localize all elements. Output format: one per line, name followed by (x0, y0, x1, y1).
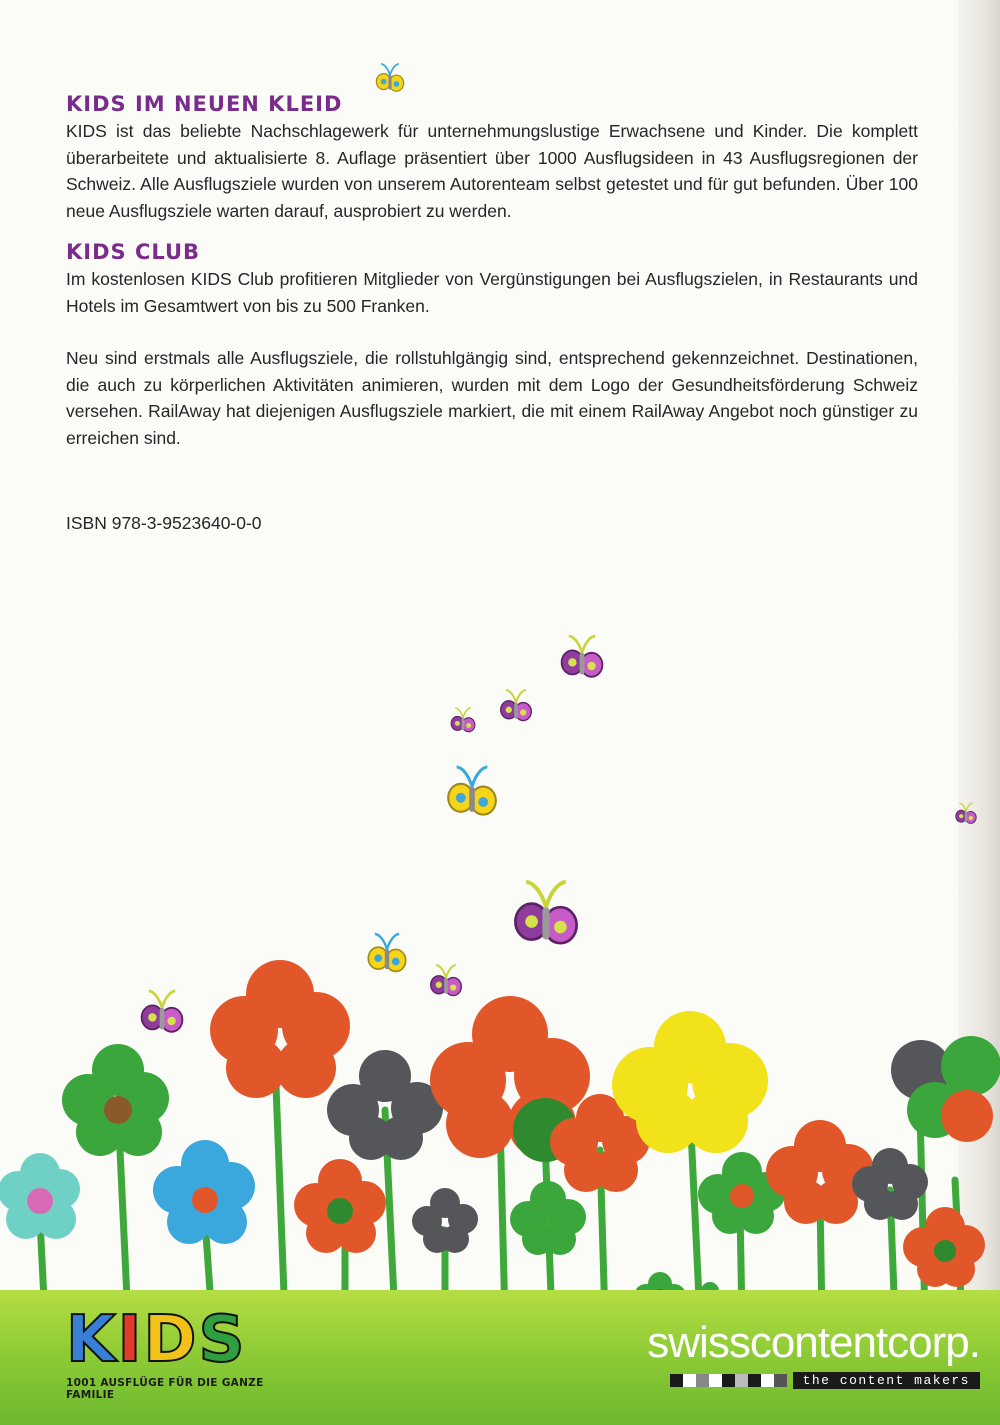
accessibility-note: Neu sind erstmals alle Ausflugsziele, die rollstuhlgängig sind, entsprechend gekennzeichnet. Destinationen, die auch zu körperlichen Aktivitäten animieren, wurden mit dem Logo der Gesundheitsförderung Schweiz versehen. RailAway hat diejenigen Ausflugsziele markiert, die mit einem RailAway Angebot noch günstiger zu erreichen sind. (66, 348, 918, 448)
isbn: ISBN 978-3-9523640-0-0 (66, 513, 262, 533)
butterfly-icon (501, 690, 532, 721)
publisher-tagline: the content makers (793, 1372, 980, 1389)
section-body-kids-club: Im kostenlosen KIDS Club profitieren Mitglieder von Vergünstigungen bei Ausflugszielen, in Restaurants und Hotels im Gesamtwert von bis zu 500 Franken. (66, 269, 918, 316)
flower-icon (294, 1159, 386, 1253)
flower-icon (153, 1140, 255, 1244)
publisher-name-part: corp (887, 1318, 969, 1367)
butterfly-icon (956, 803, 976, 823)
butterfly-icon (451, 708, 475, 732)
publisher-name-dot: . (968, 1318, 980, 1367)
flower-icon (903, 1207, 985, 1287)
flower-icon (891, 1036, 1000, 1142)
publisher-squares (670, 1374, 787, 1387)
butterfly-icon (142, 991, 183, 1032)
publisher-logo (640, 1318, 980, 1413)
section-heading-kids-club: KIDS CLUB (66, 240, 201, 264)
kids-logo-letter: I (117, 1303, 142, 1377)
publisher-name (640, 1318, 980, 1368)
flower-icon (327, 1050, 443, 1160)
butterfly-icon (562, 636, 603, 677)
butterfly-icon (431, 965, 462, 996)
kids-logo-tagline: 1001 AUSFLÜGE FÜR DIE GANZE FAMILIE (66, 1377, 264, 1401)
flower-icon (0, 1153, 80, 1239)
section-heading-new-edition: KIDS IM NEUEN KLEID (66, 92, 343, 116)
kids-logo-letter: D (143, 1303, 197, 1377)
kids-logo-letter: S (198, 1303, 245, 1377)
kids-logo-letter: K (66, 1303, 116, 1377)
publisher-name-part: content (749, 1318, 888, 1367)
butterfly-icon (515, 882, 576, 943)
butterfly-icon (368, 934, 405, 971)
butterfly-icon (376, 64, 403, 91)
flower-icon (412, 1188, 478, 1253)
flower-icon (62, 1044, 169, 1156)
section-body-new-edition: KIDS ist das beliebte Nachschlagewerk für unternehmungslustige Erwachsene und Kinder. Die komplett überarbeitete und aktualisierte 8. Auflage präsentiert über 1000 Ausflugsideen in 43 Ausflugsregionen der Schweiz. Alle Ausflugsziele wurden von unserem Autorenteam selbst getestet und für gut befunden. Über 100 neue Ausflugsziele warten darauf, ausprobiert zu werden. (66, 121, 918, 221)
flower-icon (210, 960, 350, 1098)
butterfly-icon (448, 767, 496, 815)
publisher-name-part: swiss (647, 1318, 750, 1367)
kids-logo (66, 1305, 286, 1400)
